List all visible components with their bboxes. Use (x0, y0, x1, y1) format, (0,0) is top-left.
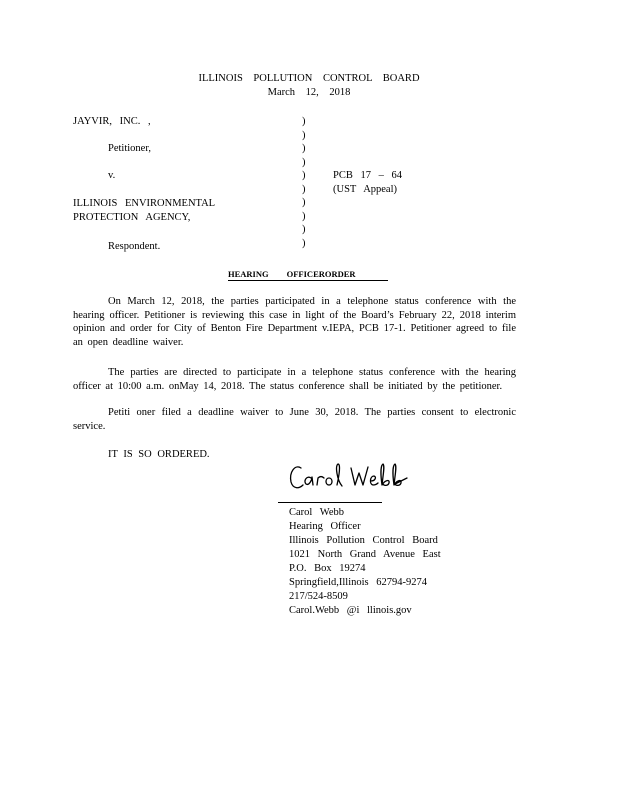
order-title-part1: HEARING (228, 269, 269, 279)
respondent-role: Respondent. (108, 241, 161, 252)
petitioner-role: Petitioner, (108, 143, 152, 154)
petitioner-name: JAYVIR, INC. , (73, 116, 151, 127)
signature-line (278, 502, 382, 503)
caption-paren: ) (302, 183, 306, 195)
closing-statement: IT IS SO ORDERED. (108, 449, 210, 460)
case-number: PCB 17 – 64 (333, 170, 402, 181)
caption-divider (302, 115, 310, 250)
respondent-name-line1: ILLINOIS ENVIRONMENTAL (73, 198, 216, 209)
signer-email: Carol.Webb @i llinois.gov (289, 605, 412, 616)
signature-block (289, 506, 441, 618)
signer-title: Hearing Officer (289, 521, 361, 532)
body-paragraph-1: On March 12, 2018, the parties participated in a telephone status conference with the hearing officer. Petitioner is reviewing this case in light of the Board’s February 22, 2018 interim opinion and order for City of Benton Fire Department v.IEPA, PCB 17-1. Petitioner agreed to file an open deadline waiver. (73, 296, 516, 348)
caption-paren: ) (302, 170, 306, 181)
order-title-part2: OFFICERORDER (286, 269, 356, 279)
signer-street: 1021 North Grand Avenue East (289, 549, 441, 560)
respondent-name-line2: PROTECTION AGENCY, (73, 212, 191, 223)
signer-organization: Illinois Pollution Control Board (289, 535, 438, 546)
caption-paren: ) (302, 143, 306, 154)
case-type: (UST Appeal) (333, 184, 398, 195)
caption-paren: ) (302, 129, 306, 141)
handwritten-signature (287, 458, 415, 496)
signer-phone: 217/524-8509 (289, 591, 348, 602)
signer-po-box: P.O. Box 19274 (289, 563, 366, 574)
caption-paren: ) (302, 116, 306, 127)
caption-paren: ) (302, 156, 306, 168)
caption-paren: ) (302, 210, 306, 222)
signer-name: Carol Webb (289, 507, 344, 518)
agency-header: ILLINOIS POLLUTION CONTROL BOARD (198, 73, 420, 84)
body-paragraph-2: The parties are directed to participate in a telephone status conference with the hearing officer at 10:00 a.m. onMay 14, 2018. The status conference shall be initiated by the petitioner. (73, 367, 516, 392)
signer-city: Springfield,Illinois 62794-9274 (289, 577, 427, 588)
caption-paren: ) (302, 224, 306, 235)
order-title (228, 268, 388, 281)
caption-paren: ) (302, 237, 306, 249)
body-paragraph-3: Petiti oner filed a deadline waiver to June 30, 2018. The parties consent to electronic service. (73, 407, 516, 432)
order-date: March 12, 2018 (267, 87, 351, 98)
caption-paren: ) (302, 197, 306, 208)
versus-label: v. (108, 170, 116, 181)
